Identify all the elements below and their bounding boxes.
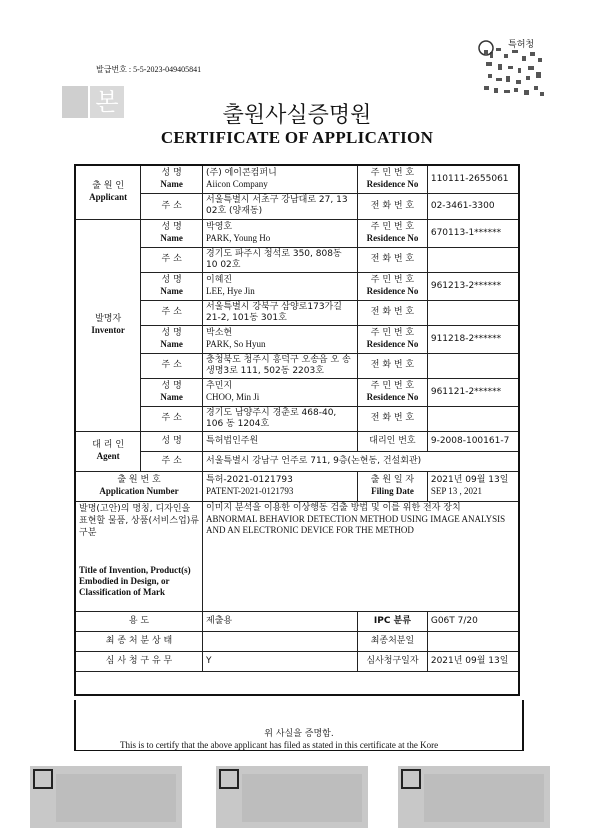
kipo-label: 특허청: [508, 40, 535, 50]
inventor-res-label: 주 민 번 호 Residence No: [358, 378, 428, 406]
applicant-name: (주) 에이콘컴퍼니 Aiicon Company: [203, 165, 358, 193]
inventor-res-label: 주 민 번 호 Residence No: [358, 272, 428, 300]
usage-label: 용 도: [75, 611, 203, 631]
certificate-table: [74, 164, 520, 696]
inventor-address-label: 주 소: [141, 353, 203, 378]
application-number: 특허-2021-0121793 PATENT-2021-0121793: [203, 471, 358, 501]
exam-date: 2021년 09월 13일: [427, 651, 519, 671]
agent-no: 9-2008-100161-7: [427, 431, 519, 451]
filing-date: 2021년 09월 13일 SEP 13 , 2021: [427, 471, 519, 501]
applicant-tel-label: 전 화 번 호: [358, 193, 428, 219]
inventor-address-label: 주 소: [141, 300, 203, 325]
ipc-label: IPC 분류: [358, 611, 428, 631]
final-status-value: [203, 631, 358, 651]
agent-label: 대 리 인 Agent: [75, 431, 141, 471]
inventor-label: 발명자 Inventor: [75, 219, 141, 431]
applicant-res-no: 110111-2655061: [427, 165, 519, 193]
inventor-res-no: 670113-1******: [427, 219, 519, 247]
exam-label: 심 사 청 구 유 무: [75, 651, 203, 671]
inventor-tel-label: 전 화 번 호: [358, 406, 428, 431]
agent-no-label: 대리인 번호: [358, 431, 428, 451]
inventor-address-label: 주 소: [141, 247, 203, 272]
agent-address-label: 주 소: [141, 451, 203, 471]
issue-number: 발급번호 : 5-5-2023-049405841: [96, 65, 202, 74]
inventor-tel: [427, 406, 519, 431]
certify-korean: 위 사실을 증명함.: [264, 729, 334, 739]
certification-statement: [74, 700, 524, 751]
inventor-name-label: 성 명 Name: [141, 325, 203, 353]
final-date-value: [427, 631, 519, 651]
applicant-address-label: 주 소: [141, 193, 203, 219]
application-number-label: 출 원 번 호 Application Number: [75, 471, 203, 501]
security-code-right: [398, 766, 550, 828]
security-code-left: [30, 766, 182, 828]
certify-english: This is to certify that the above applicant has filed as stated in this certificate at the Kore: [120, 740, 439, 750]
usage-value: 제출용: [203, 611, 358, 631]
agent-address: 서울특별시 강남구 언주로 711, 9층(논현동, 건설회관): [203, 451, 519, 471]
agent-name-label: 성 명: [141, 431, 203, 451]
ipc-value: G06T 7/20: [427, 611, 519, 631]
inventor-tel-label: 전 화 번 호: [358, 300, 428, 325]
inventor-name: 박소현 PARK, So Hyun: [203, 325, 358, 353]
exam-date-label: 심사청구일자: [358, 651, 428, 671]
blank-row: [75, 671, 519, 695]
inventor-address: 서울특별시 강북구 삼양로173가길 21-2, 101동 301호: [203, 300, 358, 325]
inventor-res-label: 주 민 번 호 Residence No: [358, 325, 428, 353]
inventor-tel: [427, 300, 519, 325]
page-title-english: CERTIFICATE OF APPLICATION: [160, 128, 434, 147]
inventor-address-label: 주 소: [141, 406, 203, 431]
inventor-name-label: 성 명 Name: [141, 378, 203, 406]
security-code-middle: [216, 766, 368, 828]
original-seal: 본: [90, 86, 124, 118]
invention-label: 발명(고안)의 명칭, 디자인을 표현할 물품, 상품(서비스업)류 구분 Title of Invention, Product(s) Embodied in Design, or Classification of Mark: [75, 501, 203, 611]
inventor-name-label: 성 명 Name: [141, 219, 203, 247]
inventor-name: 추민지 CHOO, Min Ji: [203, 378, 358, 406]
applicant-name-label: 성 명 Name: [141, 165, 203, 193]
inventor-tel-label: 전 화 번 호: [358, 247, 428, 272]
inventor-address: 충청북도 청주시 흥덕구 오송읍 오 송생명3로 111, 502동 2203호: [203, 353, 358, 378]
inventor-address: 경기도 남양주시 경춘로 468-40, 106 동 1204호: [203, 406, 358, 431]
applicant-address: 서울특별시 서초구 강남대로 27, 13 02호 (양재동): [203, 193, 358, 219]
agent-name: 특허법인주원: [203, 431, 358, 451]
inventor-tel: [427, 247, 519, 272]
applicant-res-label: 주 민 번 호 Residence No: [358, 165, 428, 193]
inventor-name: 이혜진 LEE, Hye Jin: [203, 272, 358, 300]
final-date-label: 최종처분일: [358, 631, 428, 651]
page-title-korean: 출원사실증명원: [222, 103, 372, 128]
exam-value: Y: [203, 651, 358, 671]
inventor-name: 박영호 PARK, Young Ho: [203, 219, 358, 247]
final-status-label: 최 종 처 분 상 태: [75, 631, 203, 651]
inventor-address: 경기도 파주시 청석로 350, 808동 10 02호: [203, 247, 358, 272]
inventor-name-label: 성 명 Name: [141, 272, 203, 300]
filing-date-label: 출 원 일 자 Filing Date: [358, 471, 428, 501]
applicant-label: 출 원 인 Applicant: [75, 165, 141, 219]
inventor-res-label: 주 민 번 호 Residence No: [358, 219, 428, 247]
applicant-tel: 02-3461-3300: [427, 193, 519, 219]
inventor-tel-label: 전 화 번 호: [358, 353, 428, 378]
inventor-tel: [427, 353, 519, 378]
inventor-res-no: 961213-2******: [427, 272, 519, 300]
inventor-res-no: 911218-2******: [427, 325, 519, 353]
invention-title: 이미지 분석을 이용한 이상행동 검출 방법 및 이를 위한 전자 장치 ABNORMAL BEHAVIOR DETECTION METHOD USING IMAGE ANALYSIS AND AN ELECTRONIC DEVICE FOR THE METHOD: [203, 501, 519, 611]
inventor-res-no: 961121-2******: [427, 378, 519, 406]
